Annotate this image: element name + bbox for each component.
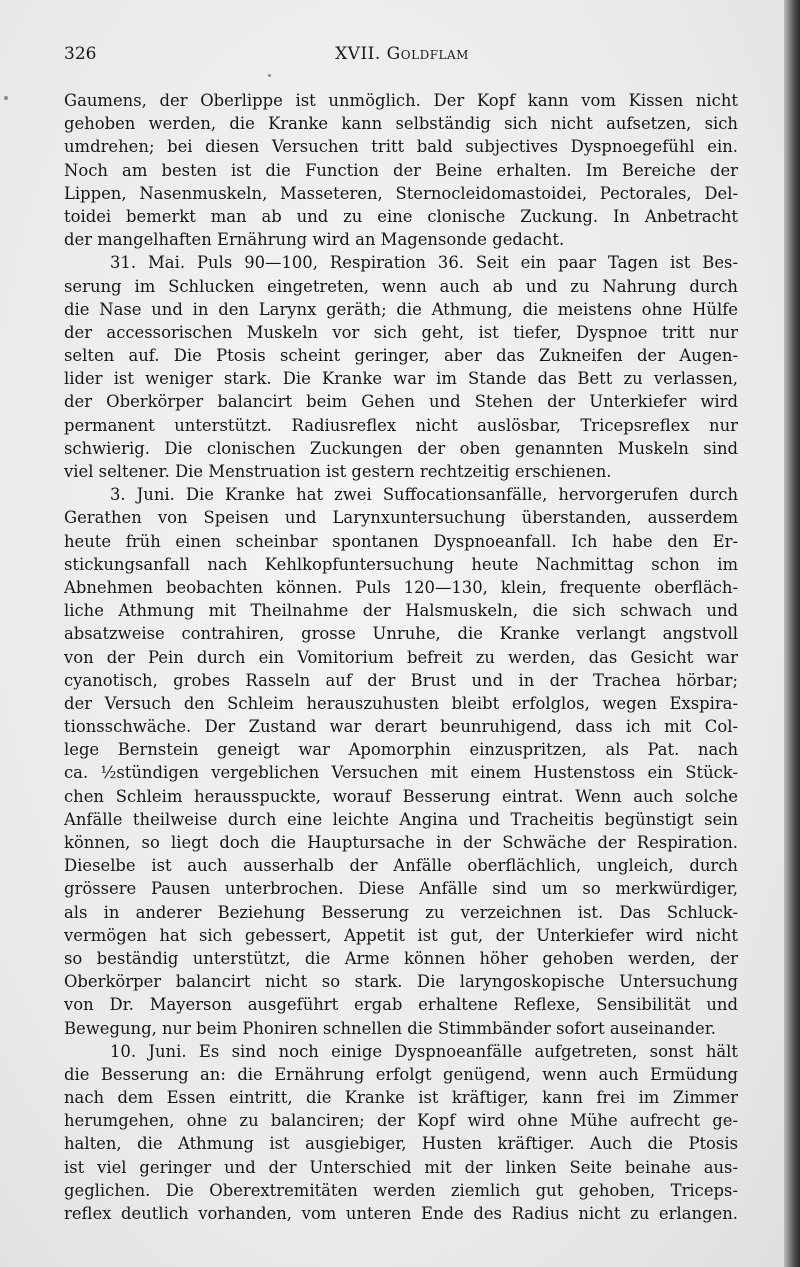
- text-line: reflex deutlich vorhanden, vom unteren Ende des Radius nicht zu erlangen.: [64, 1204, 738, 1223]
- text-line: herumgehen, ohne zu balanciren; der Kopf wird ohne Mühe aufrecht ge-: [64, 1111, 738, 1131]
- text-line: grössere Pausen unterbrochen. Diese Anfälle sind um so merkwürdiger,: [64, 879, 738, 899]
- text-line: tionsschwäche. Der Zustand war derart beunruhigend, dass ich mit Col-: [64, 717, 738, 737]
- text-line: halten, die Athmung ist ausgiebiger, Husten kräftiger. Auch die Ptosis: [64, 1134, 738, 1154]
- text-line: Bewegung, nur beim Phoniren schnellen die Stimmbänder sofort auseinander.: [64, 1018, 716, 1038]
- text-line: chen Schleim herausspuckte, worauf Besserung eintrat. Wenn auch solche: [64, 786, 738, 806]
- text-line: toidei bemerkt man ab und zu eine clonische Zuckung. In Anbetracht: [64, 206, 738, 226]
- text-line: ist viel geringer und der Unterschied mit der linken Seite beinahe aus-: [64, 1157, 738, 1177]
- page-number: 326: [64, 44, 97, 64]
- text-line: vermögen hat sich gebessert, Appetit ist gut, der Unterkiefer wird nicht: [64, 925, 738, 945]
- text-line: umdrehen; bei diesen Versuchen tritt bald subjectives Dyspnoegefühl ein.: [64, 137, 738, 157]
- running-title: XVII. Goldflam: [335, 44, 469, 64]
- text-line: absatzweise contrahiren, grosse Unruhe, die Kranke verlangt angstvoll: [64, 624, 738, 644]
- text-line: lider ist weniger stark. Die Kranke war im Stande das Bett zu verlassen,: [64, 369, 738, 389]
- text-line: cyanotisch, grobes Rasseln auf der Brust und in der Trachea hörbar;: [64, 670, 738, 690]
- text-line: von der Pein durch ein Vomitorium befreit zu werden, das Gesicht war: [64, 647, 738, 667]
- text-line: die Nase und in den Larynx geräth; die Athmung, die meistens ohne Hülfe: [64, 299, 738, 319]
- text-line: schwierig. Die clonischen Zuckungen der oben genannten Muskeln sind: [64, 438, 738, 458]
- text-line: Oberkörper balancirt nicht so stark. Die laryngoskopische Untersuchung: [64, 972, 738, 992]
- text-line: Anfälle theilweise durch eine leichte Angina und Tracheitis begünstigt sein: [64, 809, 738, 829]
- text-line: geglichen. Die Oberextremitäten werden ziemlich gut gehoben, Triceps-: [64, 1180, 738, 1200]
- text-line: so beständig unterstützt, die Arme können höher gehoben werden, der: [64, 948, 738, 968]
- text-line: der Oberkörper balancirt beim Gehen und Stehen der Unterkiefer wird: [64, 392, 738, 412]
- text-line: serung im Schlucken eingetreten, wenn auch ab und zu Nahrung durch: [64, 276, 738, 296]
- text-line: nach dem Essen eintritt, die Kranke ist kräftiger, kann frei im Zimmer: [64, 1088, 738, 1108]
- text-line: können, so liegt doch die Hauptursache in der Schwäche der Respiration.: [64, 833, 738, 852]
- text-line: Dieselbe ist auch ausserhalb der Anfälle oberflächlich, ungleich, durch: [64, 856, 738, 876]
- text-line: Noch am besten ist die Function der Beine erhalten. Im Bereiche der: [64, 160, 738, 180]
- page-edge-shadow: [784, 0, 800, 1267]
- text-line: viel seltener. Die Menstruation ist gestern rechtzeitig erschienen.: [64, 462, 612, 481]
- text-line: 10. Juni. Es sind noch einige Dyspnoeanfälle aufgetreten, sonst hält: [110, 1041, 738, 1061]
- text-line: die Besserung an: die Ernährung erfolgt genügend, wenn auch Ermüdung: [64, 1064, 738, 1084]
- text-line: 3. Juni. Die Kranke hat zwei Suffocationsanfälle, hervorgerufen durch: [110, 485, 738, 505]
- text-line: lege Bernstein geneigt war Apomorphin einzuspritzen, als Pat. nach: [64, 740, 738, 760]
- text-line: der Versuch den Schleim herauszuhusten bleibt erfolglos, wegen Exspira-: [64, 693, 738, 713]
- text-line: der accessorischen Muskeln vor sich geht, ist tiefer, Dyspnoe tritt nur: [64, 322, 738, 342]
- text-line: selten auf. Die Ptosis scheint geringer, aber das Zukneifen der Augen-: [64, 346, 738, 366]
- text-line: ca. ½stündigen vergeblichen Versuchen mit einem Hustenstoss ein Stück-: [64, 763, 738, 783]
- paper-speck: [4, 96, 8, 100]
- page-header: [64, 44, 740, 72]
- paper-speck: [268, 74, 271, 77]
- text-line: als in anderer Beziehung Besserung zu verzeichnen ist. Das Schluck-: [64, 902, 738, 922]
- text-line: von Dr. Mayerson ausgeführt ergab erhaltene Reflexe, Sensibilität und: [64, 995, 738, 1015]
- text-line: Gerathen von Speisen und Larynxuntersuchung überstanden, ausserdem: [64, 508, 738, 528]
- text-line: 31. Mai. Puls 90—100, Respiration 36. Seit ein paar Tagen ist Bes-: [110, 253, 738, 273]
- text-line: liche Athmung mit Theilnahme der Halsmuskeln, die sich schwach und: [64, 601, 738, 621]
- text-line: stickungsanfall nach Kehlkopfuntersuchung heute Nachmittag schon im: [64, 554, 738, 574]
- text-line: der mangelhaften Ernährung wird an Magensonde gedacht.: [64, 230, 565, 250]
- text-line: Gaumens, der Oberlippe ist unmöglich. Der Kopf kann vom Kissen nicht: [64, 91, 738, 110]
- text-line: heute früh einen scheinbar spontanen Dyspnoeanfall. Ich habe den Er-: [64, 531, 738, 551]
- text-line: Abnehmen beobachten können. Puls 120—130, klein, frequente oberfläch-: [64, 577, 738, 597]
- text-line: gehoben werden, die Kranke kann selbständig sich nicht aufsetzen, sich: [64, 114, 738, 134]
- text-line: Lippen, Nasenmuskeln, Masseteren, Sternocleidomastoidei, Pectorales, Del-: [64, 183, 738, 203]
- body-text: [64, 89, 738, 1225]
- text-line: permanent unterstützt. Radiusreflex nicht auslösbar, Tricepsreflex nur: [64, 415, 738, 435]
